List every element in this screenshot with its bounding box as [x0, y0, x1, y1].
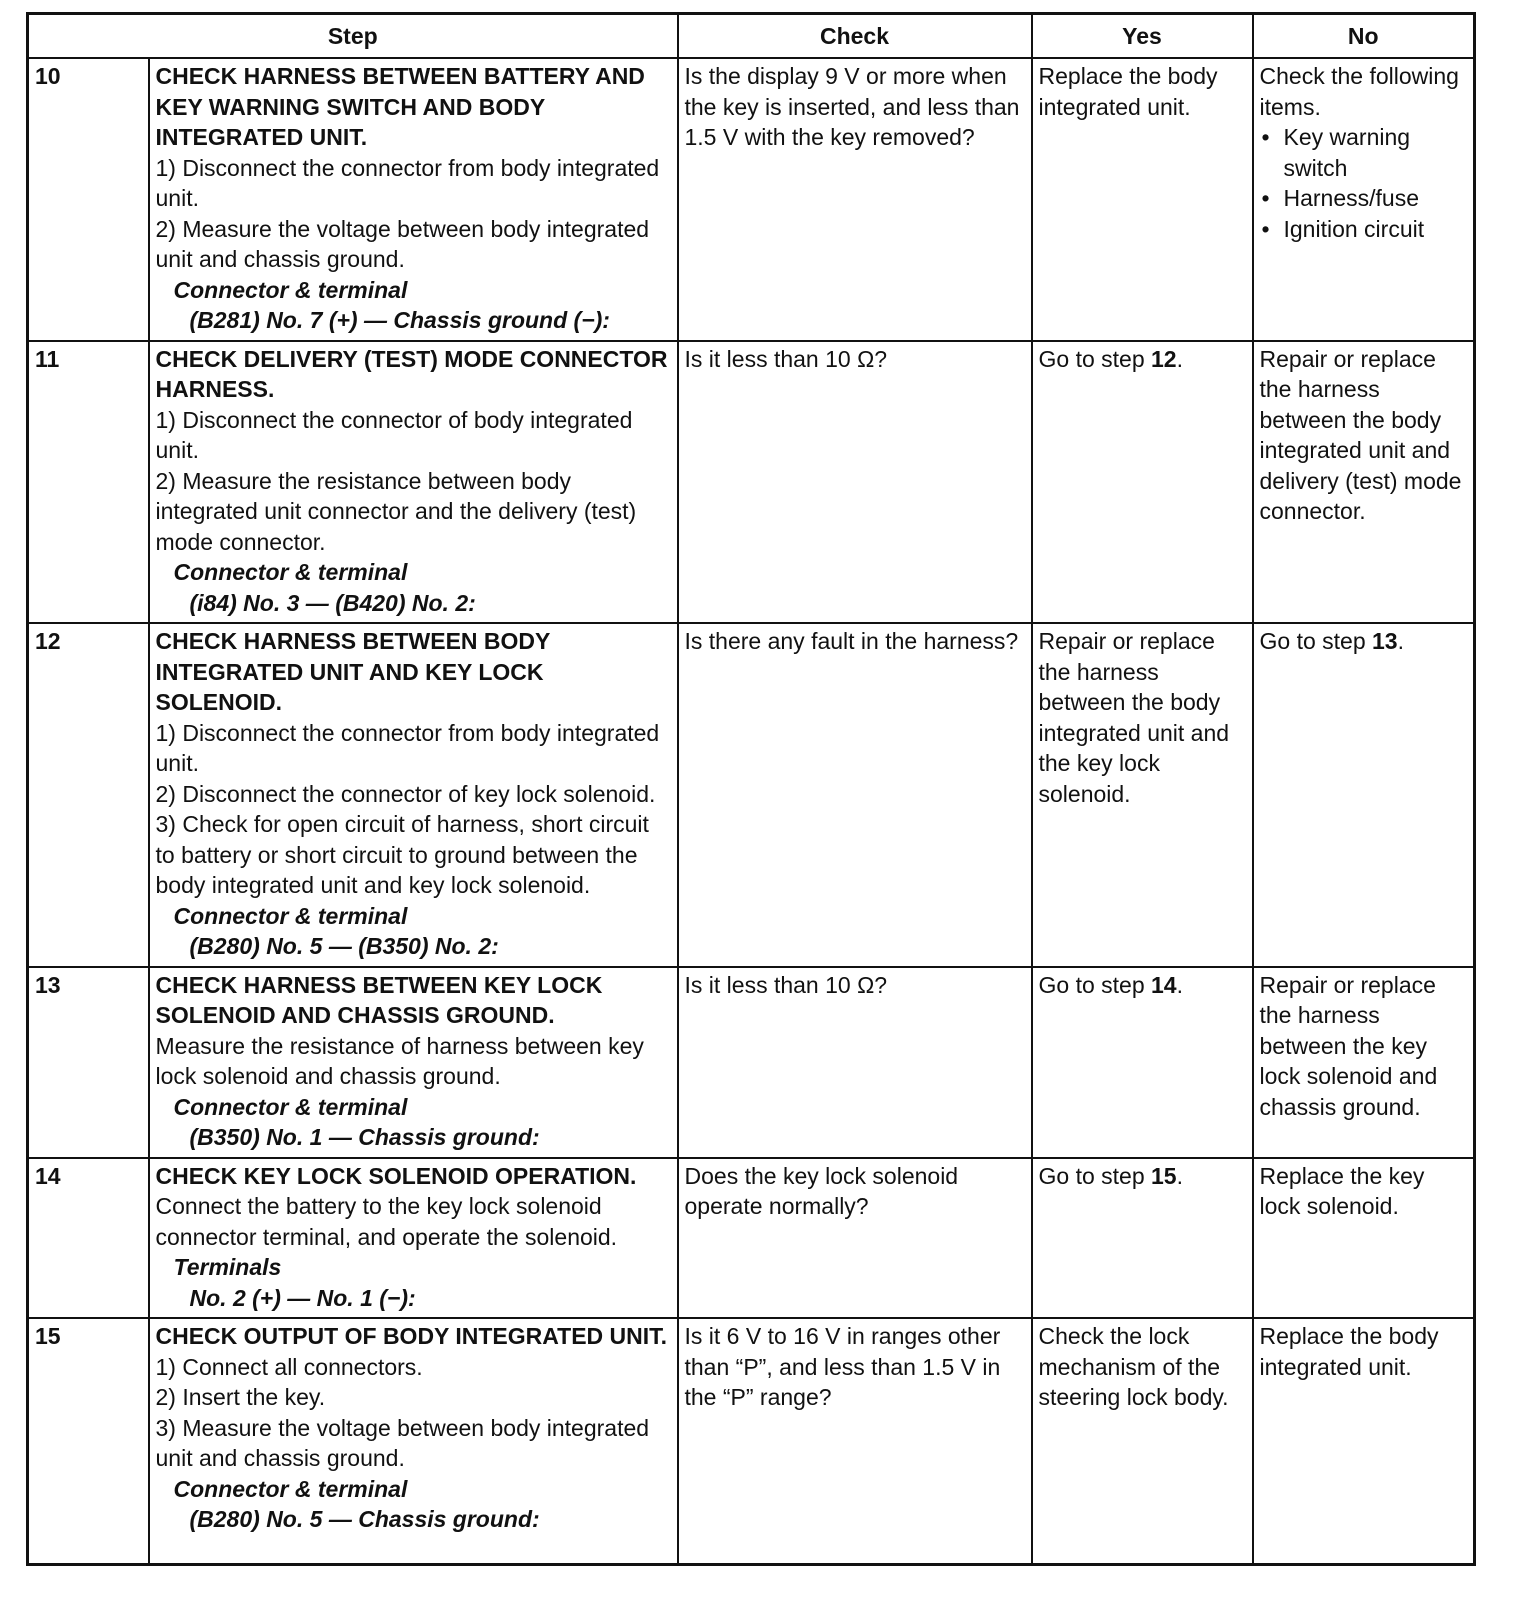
- spec-label: Connector & terminal: [173, 902, 408, 929]
- step-instruction: 1) Disconnect the connector of body integrated unit.: [155, 406, 633, 463]
- step-number: 12: [28, 623, 149, 967]
- no-cell: Replace the key lock solenoid.: [1253, 1158, 1475, 1319]
- bullet-icon: •: [1261, 215, 1270, 242]
- spec-value: (B281) No. 7 (+) — Chassis ground (−):: [189, 307, 610, 333]
- header-row: [28, 14, 1475, 59]
- check-cell: Is it less than 10 Ω?: [678, 967, 1032, 1158]
- yes-cell: Check the lock mechanism of the steering lock body.: [1032, 1318, 1253, 1565]
- step-instruction: 2) Disconnect the connector of key lock solenoid.: [155, 780, 656, 807]
- yes-text: Go to step: [1038, 971, 1152, 998]
- header-check: Check: [678, 14, 1032, 59]
- spec-value: No. 2 (+) — No. 1 (−):: [189, 1284, 416, 1311]
- yes-cell: [1032, 341, 1253, 624]
- spec-value: (B350) No. 1 — Chassis ground:: [189, 1124, 540, 1150]
- step-instruction: 1) Disconnect the connector from body integrated unit.: [155, 719, 660, 776]
- check-cell: Is the display 9 V or more when the key is inserted, and less than 1.5 V with the key removed?: [678, 58, 1032, 341]
- spec-value: (B280) No. 5 — (B350) No. 2:: [189, 933, 499, 959]
- yes-suffix: .: [1176, 971, 1183, 998]
- no-text: Go to step: [1259, 628, 1373, 654]
- header-step: Step: [28, 14, 678, 59]
- step-cell: [149, 1318, 678, 1565]
- step-instruction: Measure the resistance of harness between key lock solenoid and chassis ground.: [155, 1032, 644, 1089]
- diagnostic-table: [26, 12, 1476, 1566]
- header-yes: Yes: [1032, 14, 1253, 59]
- step-title: CHECK KEY LOCK SOLENOID OPERATION.: [155, 1162, 637, 1189]
- step-cell: [149, 967, 678, 1158]
- bullet-icon: •: [1261, 185, 1270, 211]
- step-number: 14: [28, 1158, 149, 1319]
- check-cell: Does the key lock solenoid operate normally?: [678, 1158, 1032, 1319]
- step-title: CHECK HARNESS BETWEEN KEY LOCK SOLENOID AND CHASSIS GROUND.: [155, 971, 603, 1028]
- no-bullet-list: [1260, 122, 1468, 244]
- step-instruction: 3) Measure the voltage between body integrated unit and chassis ground.: [155, 1414, 650, 1471]
- spec-label: Connector & terminal: [173, 559, 408, 585]
- list-item: [1260, 183, 1468, 214]
- yes-suffix: .: [1176, 1162, 1183, 1189]
- step-instruction: 1) Connect all connectors.: [155, 1353, 423, 1380]
- no-suffix: .: [1397, 628, 1404, 654]
- step-instruction: 3) Check for open circuit of harness, short circuit to battery or short circuit to ground between the body integrated unit and key lock solenoid.: [155, 811, 649, 898]
- table-row: [28, 58, 1475, 341]
- spec-label: Terminals: [173, 1254, 282, 1280]
- no-cell: Repair or replace the harness between the body integrated unit and delivery (test) mode connector.: [1253, 341, 1475, 624]
- yes-cell: Replace the body integrated unit.: [1032, 58, 1253, 341]
- no-cell: [1253, 623, 1475, 967]
- step-title: CHECK HARNESS BETWEEN BODY INTEGRATED UNIT AND KEY LOCK SOLENOID.: [155, 628, 550, 715]
- step-instruction: 2) Insert the key.: [155, 1384, 326, 1410]
- step-instruction: 1) Disconnect the connector from body integrated unit.: [155, 154, 660, 211]
- yes-cell: [1032, 967, 1253, 1158]
- spec-label: Connector & terminal: [173, 1093, 408, 1120]
- yes-cell: Repair or replace the harness between the body integrated unit and the key lock solenoid.: [1032, 623, 1253, 967]
- list-item: [1260, 122, 1468, 183]
- spec-label: Connector & terminal: [173, 276, 408, 303]
- step-number: 11: [28, 341, 149, 624]
- step-title: CHECK OUTPUT OF BODY INTEGRATED UNIT.: [155, 1323, 668, 1349]
- yes-suffix: .: [1176, 345, 1183, 372]
- yes-step-ref: 15: [1151, 1162, 1177, 1189]
- check-cell: Is there any fault in the harness?: [678, 623, 1032, 967]
- spec-value: (B280) No. 5 — Chassis ground:: [189, 1506, 540, 1532]
- spec-value: (i84) No. 3 — (B420) No. 2:: [189, 589, 476, 616]
- list-item: [1260, 214, 1468, 245]
- header-no: No: [1253, 14, 1475, 59]
- yes-text: Go to step: [1038, 1162, 1152, 1189]
- no-cell: Replace the body integrated unit.: [1253, 1318, 1475, 1565]
- yes-step-ref: 12: [1151, 345, 1177, 372]
- bullet-icon: •: [1261, 124, 1270, 150]
- step-number: 10: [28, 58, 149, 341]
- table-row: [28, 1158, 1475, 1319]
- step-cell: [149, 341, 678, 624]
- no-cell: [1253, 58, 1475, 341]
- check-cell: Is it less than 10 Ω?: [678, 341, 1032, 624]
- table-row: [28, 341, 1475, 624]
- step-number: 13: [28, 967, 149, 1158]
- list-item-text: Key warning switch: [1283, 124, 1411, 181]
- step-instruction: 2) Measure the voltage between body integrated unit and chassis ground.: [155, 215, 650, 272]
- step-title: CHECK DELIVERY (TEST) MODE CONNECTOR HARNESS.: [155, 345, 668, 402]
- step-cell: [149, 623, 678, 967]
- yes-step-ref: 14: [1151, 971, 1177, 998]
- step-instruction: 2) Measure the resistance between body integrated unit connector and the delivery (test) mode connector.: [155, 467, 637, 555]
- spec-label: Connector & terminal: [173, 1475, 408, 1502]
- no-step-ref: 13: [1372, 628, 1398, 654]
- check-cell: Is it 6 V to 16 V in ranges other than “P”, and less than 1.5 V in the “P” range?: [678, 1318, 1032, 1565]
- list-item-text: Ignition circuit: [1283, 215, 1425, 242]
- step-number: 15: [28, 1318, 149, 1565]
- step-cell: [149, 1158, 678, 1319]
- yes-text: Go to step: [1038, 345, 1152, 372]
- step-title: CHECK HARNESS BETWEEN BATTERY AND KEY WARNING SWITCH AND BODY INTEGRATED UNIT.: [155, 63, 645, 150]
- step-cell: [149, 58, 678, 341]
- yes-cell: [1032, 1158, 1253, 1319]
- table-row: [28, 623, 1475, 967]
- no-cell: Repair or replace the harness between the key lock solenoid and chassis ground.: [1253, 967, 1475, 1158]
- step-instruction: Connect the battery to the key lock solenoid connector terminal, and operate the solenoid.: [155, 1193, 618, 1250]
- table-row: [28, 967, 1475, 1158]
- no-text: Check the following items.: [1259, 63, 1459, 120]
- list-item-text: Harness/fuse: [1283, 185, 1420, 211]
- table-row: [28, 1318, 1475, 1565]
